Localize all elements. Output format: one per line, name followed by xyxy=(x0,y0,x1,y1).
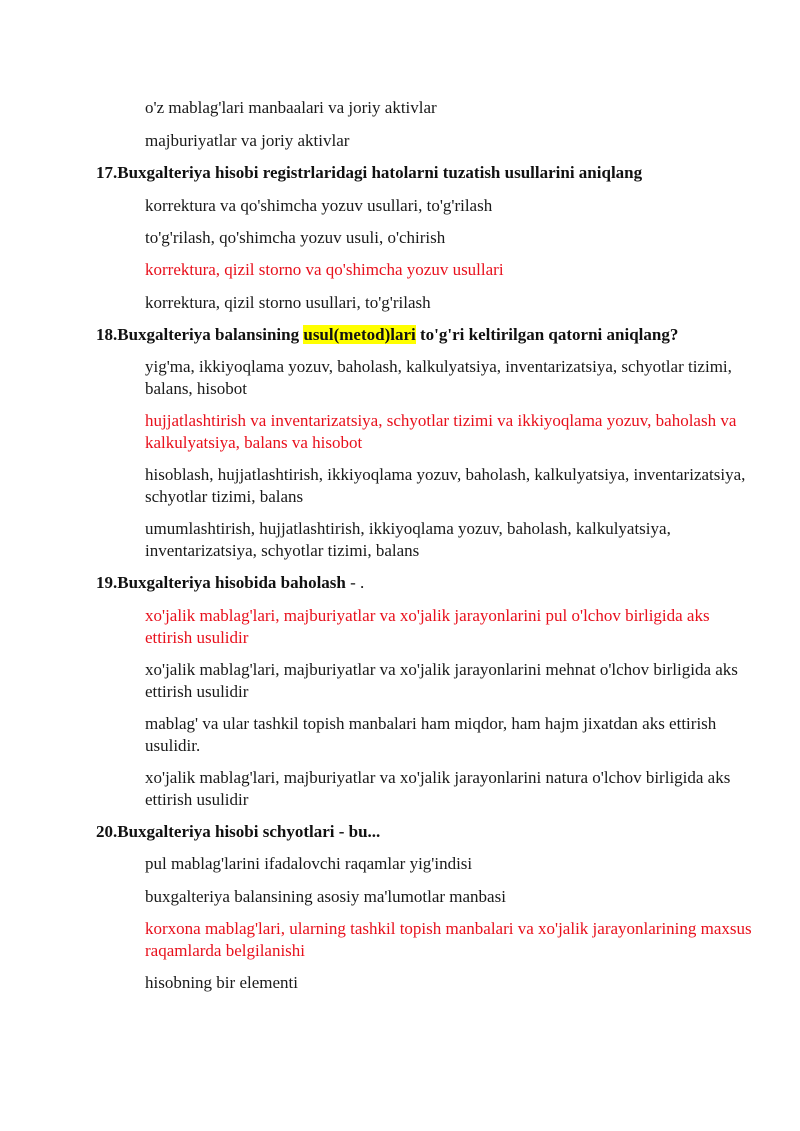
question-title-text: 18.Buxgalteriya balansining xyxy=(96,325,304,344)
answer-option: xo'jalik mablag'lari, majburiyatlar va xo'jalik jarayonlarini mehnat o'lchov birligida aks ettirish usulidir xyxy=(145,660,738,701)
answer-option: majburiyatlar va joriy aktivlar xyxy=(145,131,350,150)
answer-option: xo'jalik mablag'lari, majburiyatlar va xo'jalik jarayonlarini natura o'lchov birligida aks ettirish usulidir xyxy=(145,768,731,809)
question-20-title: 20.Buxgalteriya hisobi schyotlari - bu... xyxy=(96,822,381,841)
highlighted-term: usul(metod)lari xyxy=(303,325,416,344)
answer-option: hisobning bir elementi xyxy=(145,973,298,992)
answer-option: korrektura, qizil storno usullari, to'g'rilash xyxy=(145,293,431,312)
answer-option: o'z mablag'lari manbaalari va joriy aktivlar xyxy=(145,98,437,117)
answer-option: pul mablag'larini ifadalovchi raqamlar yig'indisi xyxy=(145,854,473,873)
answer-option-correct: xo'jalik mablag'lari, majburiyatlar va xo'jalik jarayonlarini pul o'lchov birligida aks ettirish usulidir xyxy=(145,606,710,647)
answer-option: umumlashtirish, hujjatlashtirish, ikkiyoqlama yozuv, baholash, kalkulyatsiya, inventarizatsiya, schyotlar tizimi, balans xyxy=(145,519,671,560)
question-18-title xyxy=(96,324,776,346)
answer-option: buxgalteriya balansining asosiy ma'lumotlar manbasi xyxy=(145,887,506,906)
answer-option: mablag' va ular tashkil topish manbalari ham miqdor, ham hajm jixatdan aks ettirish usulidir. xyxy=(145,714,717,755)
question-19-title xyxy=(96,572,776,594)
answer-option: yig'ma, ikkiyoqlama yozuv, baholash, kalkulyatsiya, inventarizatsiya, schyotlar tizimi, balans, hisobot xyxy=(145,357,732,398)
question-17-title: 17.Buxgalteriya hisobi registrlaridagi hatolarni tuzatish usullarini aniqlang xyxy=(96,163,643,182)
answer-option: korrektura va qo'shimcha yozuv usullari, to'g'rilash xyxy=(145,196,493,215)
answer-option-correct: korxona mablag'lari, ularning tashkil topish manbalari va xo'jalik jarayonlarining maxsus raqamlarda belgilanishi xyxy=(145,919,752,960)
answer-option: hisoblash, hujjatlashtirish, ikkiyoqlama yozuv, baholash, kalkulyatsiya, inventarizatsiya, schyotlar tizimi, balans xyxy=(145,465,746,506)
question-title-text: 19.Buxgalteriya hisobida baholash xyxy=(96,573,346,592)
answer-option-correct: korrektura, qizil storno va qo'shimcha yozuv usullari xyxy=(145,260,504,279)
answer-option: to'g'rilash, qo'shimcha yozuv usuli, o'chirish xyxy=(145,228,446,247)
answer-option-correct: hujjatlashtirish va inventarizatsiya, schyotlar tizimi va ikkiyoqlama yozuv, baholash va kalkulyatsiya, balans va hisobot xyxy=(145,411,737,452)
question-title-suffix: - . xyxy=(345,573,365,592)
question-title-text: to'g'ri keltirilgan qatorni aniqlang? xyxy=(415,325,679,344)
